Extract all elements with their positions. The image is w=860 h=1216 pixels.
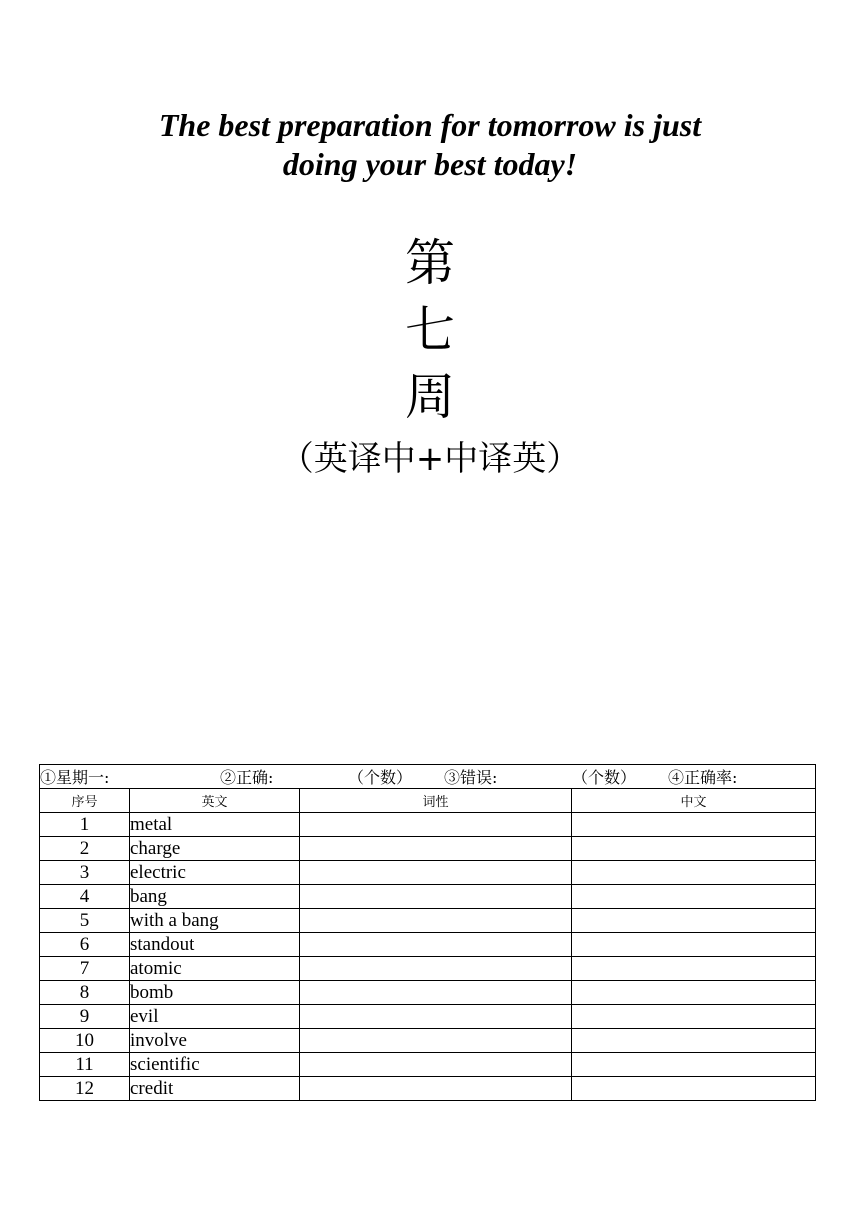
week-title	[0, 230, 860, 431]
day-label: ①星期一:	[40, 768, 110, 787]
row-number: 1	[40, 813, 130, 837]
row-chinese[interactable]	[572, 981, 816, 1005]
row-chinese[interactable]	[572, 1077, 816, 1101]
table-row	[40, 837, 816, 861]
row-chinese[interactable]	[572, 1053, 816, 1077]
info-row	[40, 765, 816, 789]
row-number: 3	[40, 861, 130, 885]
header-row	[40, 789, 816, 813]
row-number: 7	[40, 957, 130, 981]
table-row	[40, 861, 816, 885]
row-english-word: bang	[130, 885, 300, 909]
header-english: 英文	[130, 789, 300, 813]
row-english-word: electric	[130, 861, 300, 885]
row-part-of-speech[interactable]	[300, 1077, 572, 1101]
row-number: 11	[40, 1053, 130, 1077]
row-part-of-speech[interactable]	[300, 1029, 572, 1053]
vocab-table	[39, 764, 816, 1101]
table-row	[40, 813, 816, 837]
week-char-3: 周	[405, 368, 455, 426]
row-english-word: with a bang	[130, 909, 300, 933]
header-no: 序号	[40, 789, 130, 813]
table-row	[40, 909, 816, 933]
table-row	[40, 1053, 816, 1077]
motto	[0, 106, 860, 184]
motto-line-2: doing your best today!	[282, 146, 578, 182]
row-number: 6	[40, 933, 130, 957]
row-part-of-speech[interactable]	[300, 957, 572, 981]
row-english-word: bomb	[130, 981, 300, 1005]
table-row	[40, 957, 816, 981]
table-row	[40, 933, 816, 957]
row-number: 12	[40, 1077, 130, 1101]
row-part-of-speech[interactable]	[300, 1005, 572, 1029]
row-part-of-speech[interactable]	[300, 933, 572, 957]
row-english-word: standout	[130, 933, 300, 957]
row-chinese[interactable]	[572, 933, 816, 957]
info-cell	[40, 765, 816, 789]
row-part-of-speech[interactable]	[300, 1053, 572, 1077]
table-row	[40, 885, 816, 909]
subtitle: （英译中+中译英）	[279, 439, 581, 479]
row-part-of-speech[interactable]	[300, 885, 572, 909]
table-row	[40, 981, 816, 1005]
row-number: 9	[40, 1005, 130, 1029]
row-chinese[interactable]	[572, 837, 816, 861]
week-char-1: 第	[405, 234, 455, 292]
wrong-unit: （个数）	[572, 768, 637, 787]
header-pos: 词性	[300, 789, 572, 813]
row-english-word: credit	[130, 1077, 300, 1101]
row-english-word: scientific	[130, 1053, 300, 1077]
row-chinese[interactable]	[572, 1005, 816, 1029]
row-number: 2	[40, 837, 130, 861]
row-part-of-speech[interactable]	[300, 813, 572, 837]
row-english-word: involve	[130, 1029, 300, 1053]
row-number: 5	[40, 909, 130, 933]
header-chinese: 中文	[572, 789, 816, 813]
row-chinese[interactable]	[572, 813, 816, 837]
row-english-word: atomic	[130, 957, 300, 981]
table-row	[40, 1077, 816, 1101]
row-english-word: charge	[130, 837, 300, 861]
row-number: 10	[40, 1029, 130, 1053]
table-row	[40, 1005, 816, 1029]
rows-body	[40, 813, 816, 1101]
row-chinese[interactable]	[572, 885, 816, 909]
week-char-2: 七	[405, 301, 455, 359]
correct-label: ②正确:	[220, 768, 274, 787]
row-number: 4	[40, 885, 130, 909]
row-english-word: evil	[130, 1005, 300, 1029]
row-part-of-speech[interactable]	[300, 909, 572, 933]
row-chinese[interactable]	[572, 1029, 816, 1053]
row-english-word: metal	[130, 813, 300, 837]
row-chinese[interactable]	[572, 861, 816, 885]
row-part-of-speech[interactable]	[300, 981, 572, 1005]
row-part-of-speech[interactable]	[300, 837, 572, 861]
motto-line-1: The best preparation for tomorrow is just	[158, 107, 702, 143]
correct-unit: （个数）	[348, 768, 413, 787]
row-chinese[interactable]	[572, 957, 816, 981]
row-number: 8	[40, 981, 130, 1005]
table-row	[40, 1029, 816, 1053]
row-chinese[interactable]	[572, 909, 816, 933]
rate-label: ④正确率:	[668, 768, 738, 787]
wrong-label: ③错误:	[444, 768, 498, 787]
row-part-of-speech[interactable]	[300, 861, 572, 885]
